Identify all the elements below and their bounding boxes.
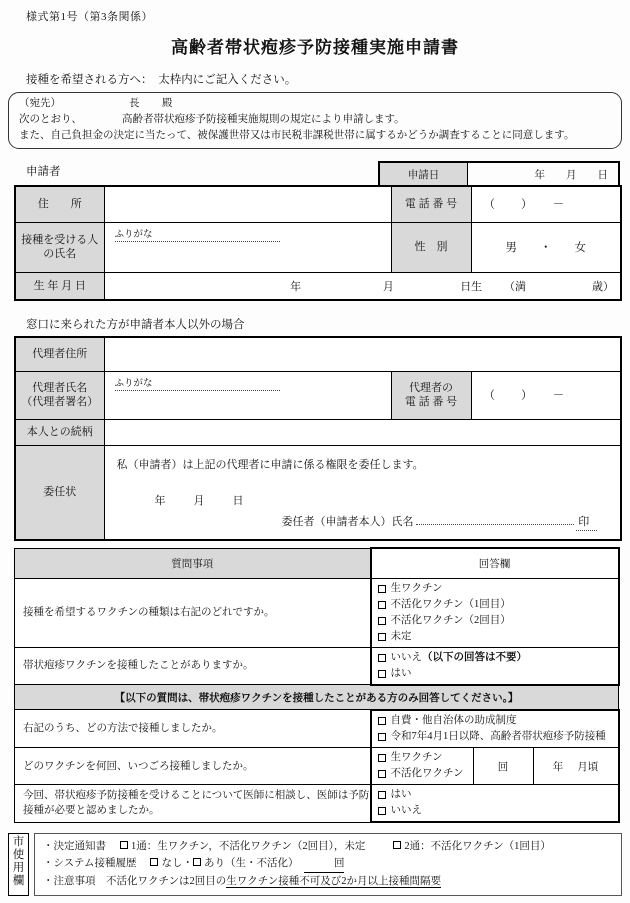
checkbox-live-vaccine[interactable] bbox=[378, 754, 386, 762]
checkbox-history-none[interactable] bbox=[150, 858, 158, 866]
system-history-line: ・システム接種履歴 なし・ あり（生・不活化） 回 bbox=[43, 855, 613, 873]
application-date-label: 申請日 bbox=[380, 163, 468, 185]
power-of-attorney-field[interactable] bbox=[104, 445, 621, 540]
relation-field[interactable] bbox=[104, 419, 621, 445]
fill-instruction: 接種を希望される方へ： 太枠内にご記入ください。 bbox=[26, 74, 297, 86]
answer-option: 不活化ワクチン（2回目） bbox=[378, 613, 618, 629]
questionnaire-table bbox=[14, 547, 620, 823]
form-number: 様式第1号（第3条関係） bbox=[26, 11, 153, 23]
address-label: 住 所 bbox=[15, 186, 104, 222]
checkbox-after-reiwa7[interactable] bbox=[378, 733, 386, 741]
poa-name-line bbox=[282, 512, 621, 531]
checkbox-live-vaccine[interactable] bbox=[378, 585, 386, 593]
question-5-text: 今回、帯状疱疹予防接種を受けることについて医師に相談し、医師は予防接種が必要と認めましたか。 bbox=[15, 785, 371, 823]
answer-option: いいえ （以下の回答は不要） bbox=[378, 650, 618, 666]
proxy-phone-label: 代理者の 電 話 番 号 bbox=[391, 371, 471, 419]
vaccinee-name-field[interactable] bbox=[104, 222, 391, 272]
checkbox-inactivated-2nd[interactable] bbox=[378, 617, 386, 625]
checkbox-yes[interactable] bbox=[378, 791, 386, 799]
caution-underlined-text: 生ワクチン接種不可及び2か月以上接種間隔要 bbox=[226, 876, 441, 887]
proxy-section-label: 窓口に来られた方が申請者本人以外の場合 bbox=[26, 319, 245, 331]
application-date-field[interactable]: 年 月 日 bbox=[534, 169, 608, 181]
addressee-notice-box bbox=[8, 92, 622, 149]
checkbox-no[interactable] bbox=[378, 807, 386, 815]
answer-option: 不活化ワクチン（1回目） bbox=[378, 597, 618, 613]
vaccination-date-field[interactable]: 年 月頃 bbox=[533, 748, 618, 784]
sex-field[interactable]: 男 ・ 女 bbox=[471, 222, 621, 272]
answer-option: 不活化ワクチン bbox=[378, 766, 473, 782]
checkbox-self-paid[interactable] bbox=[378, 717, 386, 725]
question-3-text: 右記のうち、どの方法で接種しましたか。 bbox=[15, 710, 371, 748]
proxy-phone-field[interactable]: （ ） － bbox=[471, 371, 621, 419]
checkbox-two-copies[interactable] bbox=[393, 841, 401, 849]
question-1-text: 接種を希望するワクチンの種類は右記のどれですか。 bbox=[15, 578, 371, 647]
answer-option: はい bbox=[378, 666, 618, 682]
caution-line: ・注意事項 不活化ワクチンは2回目の生ワクチン接種不可及び2か月以上接種間隔要 bbox=[43, 876, 441, 887]
page-title: 高齢者帯状疱疹予防接種実施申請書 bbox=[171, 38, 459, 57]
answer-option: 自費・他自治体の助成制度 bbox=[378, 713, 618, 729]
checkbox-undecided[interactable] bbox=[378, 633, 386, 641]
checkbox-inactivated-1st[interactable] bbox=[378, 601, 386, 609]
answer-option: いいえ bbox=[378, 803, 618, 819]
address-field[interactable] bbox=[104, 186, 391, 222]
answer-option: 令和7年4月1日以降、高齢者帯状疱疹予防接種 bbox=[378, 729, 618, 745]
notice-line-consent: また、自己負担金の決定に当たって、被保護世帯又は市民税非課税世帯に属するかどうか調査することに同意します。 bbox=[19, 130, 575, 141]
notice-line-addressee: （宛先） 長 殿 bbox=[19, 96, 611, 112]
conditional-section-note: 【以下の質問は、帯状疱疹ワクチンを接種したことがある方のみ回答してください。】 bbox=[15, 685, 619, 710]
answer-column-header: 回答欄 bbox=[371, 548, 619, 578]
question-3-answers bbox=[371, 710, 619, 748]
checkbox-no[interactable] bbox=[378, 654, 386, 662]
seal-mark: 印 bbox=[576, 513, 597, 531]
power-of-attorney-label: 委任状 bbox=[15, 445, 104, 540]
checkbox-history-yes[interactable] bbox=[193, 858, 201, 866]
birthdate-field[interactable]: 年 月 日生 （満 歳） bbox=[104, 272, 621, 300]
decision-notice-line: ・決定通知書 1通：生ワクチン，不活化ワクチン（2回目），未定 2通：不活化ワクチン（1回目） bbox=[43, 841, 551, 852]
proxy-table bbox=[14, 336, 622, 541]
answer-option: 生ワクチン bbox=[378, 750, 473, 766]
city-use-vertical-label: 市 使 用 欄 bbox=[8, 833, 29, 896]
birthdate-label: 生 年 月 日 bbox=[15, 272, 104, 300]
phone-field[interactable]: （ ） － bbox=[471, 186, 621, 222]
answer-option: 未定 bbox=[378, 629, 618, 645]
poa-statement: 私（申請者）は上記の代理者に申請に係る権限を委任します。 bbox=[116, 458, 424, 471]
checkbox-one-copy[interactable] bbox=[120, 841, 128, 849]
answer-option: はい bbox=[378, 787, 618, 803]
phone-label: 電 話 番 号 bbox=[391, 186, 471, 222]
checkbox-yes[interactable] bbox=[378, 670, 386, 678]
proxy-address-label: 代理者住所 bbox=[15, 337, 104, 371]
question-1-answers bbox=[371, 578, 619, 647]
proxy-address-field[interactable] bbox=[104, 337, 621, 371]
vaccinee-name-label: 接種を受ける人 の氏名 bbox=[15, 222, 104, 272]
question-2-text: 帯状疱疹ワクチンを接種したことがありますか。 bbox=[15, 647, 371, 685]
sex-label: 性 別 bbox=[391, 222, 471, 272]
question-5-answers bbox=[371, 785, 619, 823]
mayor-blank: 長 殿 bbox=[129, 98, 179, 109]
history-count-field[interactable]: 回 bbox=[304, 855, 344, 873]
notice-line-application: 次のとおり、 高齢者帯状疱疹予防接種実施規則の規定により申請します。 bbox=[19, 114, 405, 125]
poa-name-field-blank[interactable] bbox=[416, 512, 574, 525]
question-2-answers bbox=[371, 647, 619, 685]
question-column-header: 質問事項 bbox=[15, 548, 371, 578]
proxy-name-field[interactable] bbox=[104, 371, 391, 419]
applicant-section-label: 申請者 bbox=[26, 166, 61, 178]
applicant-section-header bbox=[0, 161, 630, 185]
answer-option: 生ワクチン bbox=[378, 581, 618, 597]
vaccine-type-options bbox=[372, 748, 473, 784]
relation-label: 本人との続柄 bbox=[15, 419, 104, 445]
applicant-table bbox=[14, 185, 622, 301]
city-use-box bbox=[34, 833, 622, 896]
furigana-label: ふりがな bbox=[115, 226, 281, 242]
question-4-text: どのワクチンを何回、いつごろ接種しましたか。 bbox=[15, 748, 371, 785]
poa-date-field[interactable]: 年 月 日 bbox=[154, 494, 246, 507]
dose-count-field[interactable]: 回 bbox=[473, 748, 533, 784]
city-use-section bbox=[8, 833, 622, 896]
question-4-answers bbox=[371, 748, 619, 785]
proxy-name-label: 代理者氏名 （代理者署名） bbox=[15, 371, 104, 419]
checkbox-inactivated-vaccine[interactable] bbox=[378, 770, 386, 778]
furigana-label: ふりがな bbox=[115, 375, 281, 391]
poa-name-label: 委任者（申請者本人）氏名 bbox=[281, 515, 414, 528]
application-date-box bbox=[378, 161, 620, 185]
